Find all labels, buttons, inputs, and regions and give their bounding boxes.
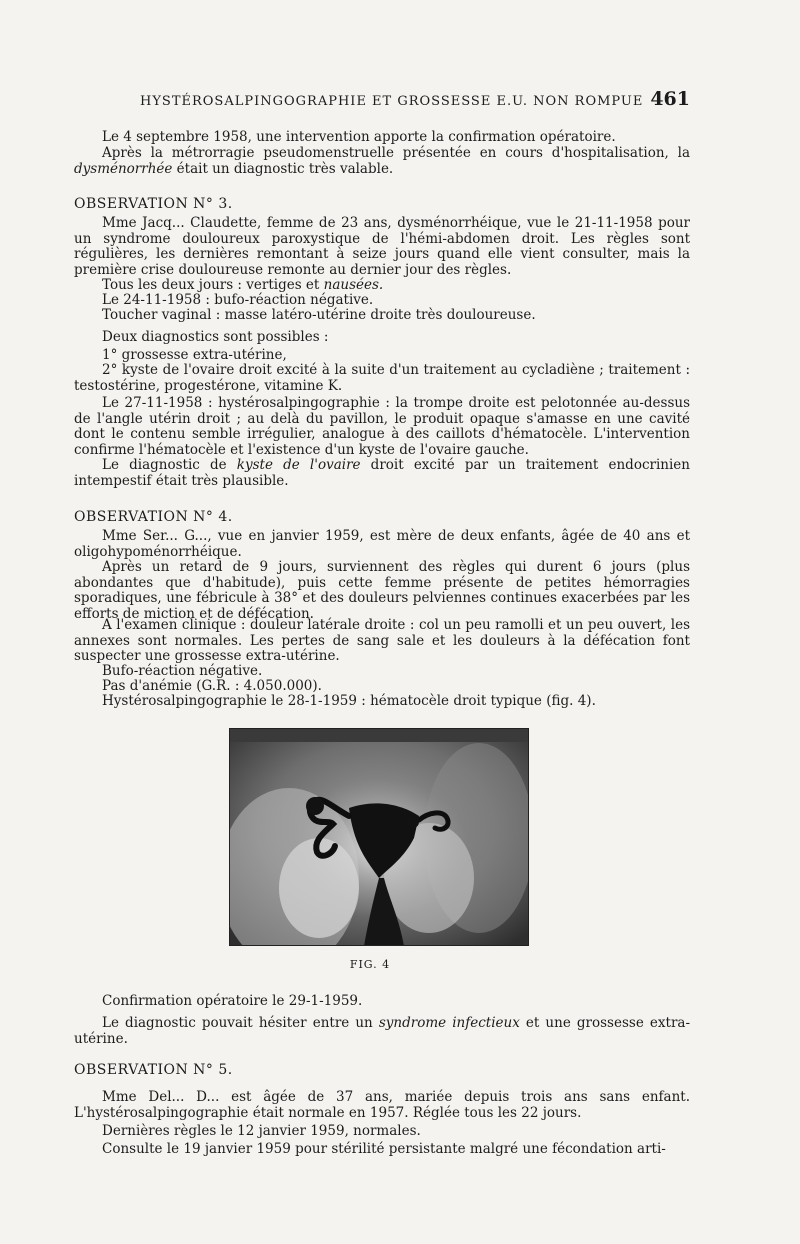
obs4-paragraph-1: Mme Ser... G..., vue en janvier 1959, est mère de deux enfants, âgée de 40 ans et oligohypoménorrhéique. — [74, 528, 690, 560]
obs3-paragraph-3: Le 24-11-1958 : bufo-réaction négative. — [102, 292, 374, 308]
obs3-paragraph-8: Le 27-11-1958 : hystérosalpingographie : la trompe droite est pelotonnée au-dessus de l'angle utérin droit ; au delà du pavillon, le produit opaque s'amasse en une cavité dont le contenu semble irrégulier, analogue à des caillots d'hématocèle. L'intervention confirme l'hématocèle et l'existence d'un kyste de l'ovaire gauche. — [74, 395, 690, 458]
observation-5-heading: OBSERVATION N° 5. — [74, 1062, 233, 1078]
obs5-paragraph-2: Dernières règles le 12 janvier 1959, normales. — [102, 1123, 421, 1139]
obs4-paragraph-5: Pas d'anémie (G.R. : 4.050.000). — [102, 678, 322, 694]
xray-illustration — [229, 728, 529, 946]
obs3-paragraph-7: 2° kyste de l'ovaire droit excité à la suite d'un traitement au cycladiène ; traitement : testostérine, progestérone, vitamine K. — [74, 362, 690, 394]
obs5-paragraph-1: Mme Del... D... est âgée de 37 ans, mariée depuis trois ans sans enfant. L'hystérosalpingographie était normale en 1957. Réglée tous les 22 jours. — [74, 1089, 690, 1121]
obs3-paragraph-1: Mme Jacq... Claudette, femme de 23 ans, dysménorrhéique, vue le 21-11-1958 pour un syndrome douloureux paroxystique de l'hémi-abdomen droit. Les règles sont régulières, les dernières remontant à seize jours quand elle vient consulter, mais la première crise douloureuse remonte au dernier jour des règles. — [74, 215, 690, 278]
obs4-paragraph-3: A l'examen clinique : douleur latérale droite : col un peu ramolli et un peu ouvert, les annexes sont normales. Les pertes de sang sale et les douleurs à la défécation font suspecter une grossesse extra-utérine. — [74, 617, 690, 664]
obs5-paragraph-3: Consulte le 19 janvier 1959 pour stérilité persistante malgré une fécondation arti- — [102, 1141, 666, 1157]
obs4-paragraph-8: Le diagnostic pouvait hésiter entre un syndrome infectieux et une grossesse extra-utérine. — [74, 1015, 691, 1047]
figure-caption: FIG. 4 — [349, 958, 391, 971]
obs4-paragraph-6: Hystérosalpingographie le 28-1-1959 : hématocèle droit typique (fig. 4). — [102, 693, 596, 709]
observation-3-heading: OBSERVATION N° 3. — [74, 196, 233, 212]
page-number: 461 — [650, 88, 690, 110]
obs4-paragraph-4: Bufo-réaction négative. — [102, 663, 263, 679]
obs3-paragraph-2: Tous les deux jours : vertiges et nausées. — [102, 277, 384, 293]
observation-4-heading: OBSERVATION N° 4. — [74, 509, 233, 525]
obs3-paragraph-9: Le diagnostic de kyste de l'ovaire droit excité par un traitement endocrinien intempestif était très plausible. — [74, 457, 690, 489]
obs3-paragraph-6: 1° grossesse extra-utérine, — [102, 347, 287, 363]
obs4-paragraph-7: Confirmation opératoire le 29-1-1959. — [102, 993, 363, 1009]
hysterosalpingography-xray-image — [229, 728, 529, 946]
intro-paragraph-1: Le 4 septembre 1958, une intervention apporte la confirmation opératoire. — [102, 129, 616, 145]
running-title: HYSTÉROSALPINGOGRAPHIE ET GROSSESSE E.U. NON ROMPUE — [140, 94, 644, 109]
obs3-paragraph-5: Deux diagnostics sont possibles : — [102, 329, 329, 345]
obs3-paragraph-4: Toucher vaginal : masse latéro-utérine droite très douloureuse. — [102, 307, 536, 323]
obs4-paragraph-2: Après un retard de 9 jours, surviennent des règles qui durent 6 jours (plus abondantes que d'habitude), puis cette femme présente de petites hémorragies sporadiques, une fébricule à 38° et des douleurs pelviennes continues exacerbées par les efforts de miction et de défécation. — [74, 559, 690, 622]
intro-paragraph-2: Après la métrorragie pseudomenstruelle présentée en cours d'hospitalisation, la dysménorrhée était un diagnostic très valable. — [74, 145, 690, 177]
